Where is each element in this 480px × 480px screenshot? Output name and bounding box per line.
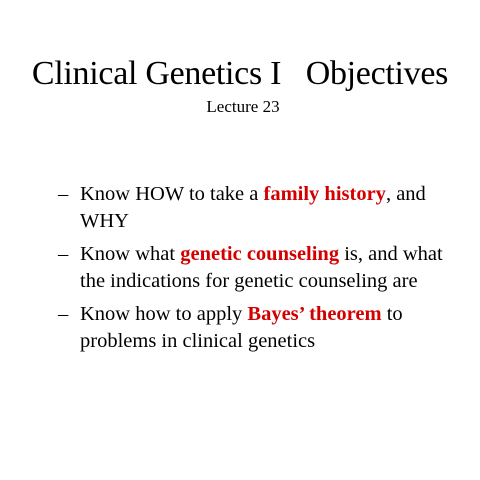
objective-highlight: Bayes’ theorem [247,303,382,325]
objective-text: Know how to apply [80,303,248,325]
bullet-dash: – [58,243,69,265]
bullet-dash: – [58,183,69,205]
objective-text: to problems in clinical genetics [80,303,403,352]
objective-text: is, and what the indications for genetic counseling are [80,243,443,292]
objective-highlight: family history [263,183,386,205]
objectives-list [58,181,470,361]
objective-item [58,241,470,295]
objective-item [58,181,470,235]
objective-item [58,301,470,355]
objective-text: Know what [80,243,181,265]
objective-text: Know HOW to take a [80,183,264,205]
slide-title: Clinical Genetics I Objectives [31,55,449,92]
lecture-subtitle: Lecture 23 [206,97,280,116]
bullet-dash: – [58,303,69,325]
objective-highlight: genetic counseling [180,243,340,265]
objective-text: , and WHY [80,183,426,232]
